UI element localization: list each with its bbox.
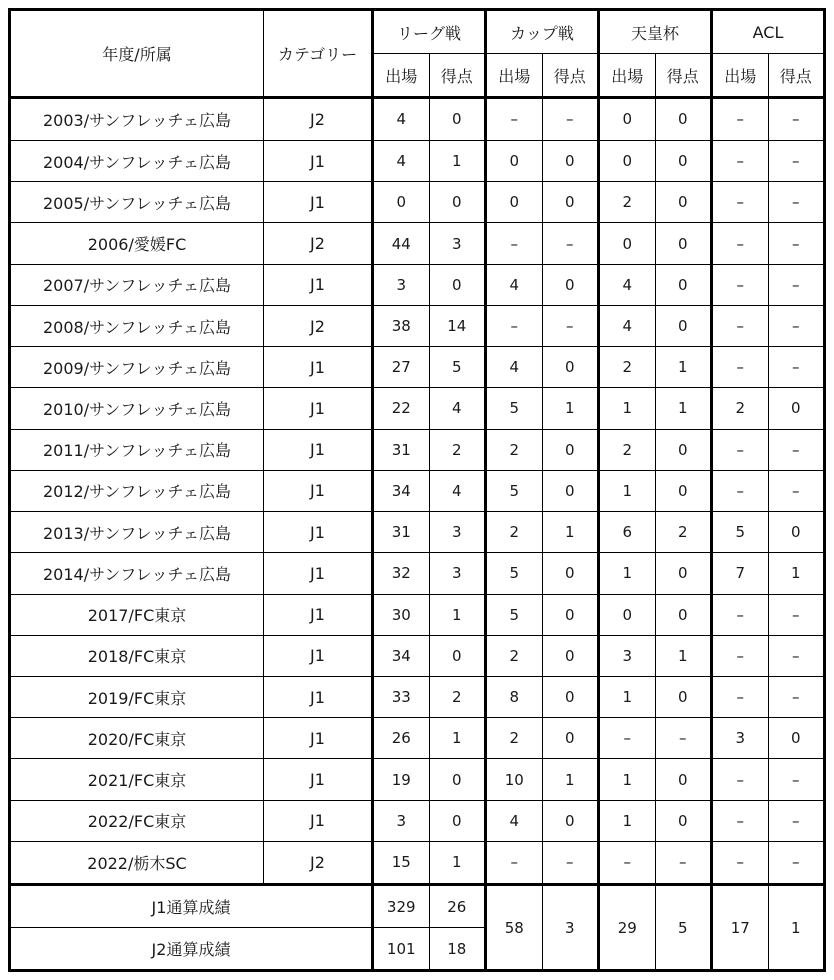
category-cell: J1 [264, 388, 373, 429]
stat-cell: 4 [429, 470, 486, 511]
stat-cell: – [768, 264, 825, 305]
totals-j1-league-goals: 26 [429, 885, 486, 928]
year-club-cell: 2003/サンフレッチェ広島 [10, 98, 264, 141]
stat-cell: 4 [486, 800, 543, 841]
stat-cell: 0 [429, 98, 486, 141]
category-cell: J2 [264, 841, 373, 884]
category-cell: J1 [264, 594, 373, 635]
stat-cell: – [768, 841, 825, 884]
stat-cell: – [768, 429, 825, 470]
totals-row-j1 [10, 885, 825, 928]
stat-cell: 31 [373, 512, 430, 553]
header-row-sections [10, 10, 825, 54]
career-stats-table [8, 8, 826, 972]
stat-cell: 27 [373, 347, 430, 388]
stat-cell: 5 [486, 553, 543, 594]
totals-emperors-appearances: 29 [599, 885, 656, 971]
stat-cell: 0 [542, 553, 599, 594]
subheader-cup-appearances: 出場 [486, 54, 543, 98]
stat-cell: – [712, 347, 769, 388]
totals-cup-goals: 3 [542, 885, 599, 971]
category-cell: J1 [264, 512, 373, 553]
stat-cell: 1 [768, 553, 825, 594]
stat-cell: 3 [712, 718, 769, 759]
stat-cell: 1 [655, 388, 712, 429]
stat-cell: 4 [486, 264, 543, 305]
table-row [10, 512, 825, 553]
stat-cell: 0 [655, 98, 712, 141]
stats-table-body [10, 98, 825, 885]
stat-cell: 8 [486, 677, 543, 718]
stat-cell: 0 [655, 677, 712, 718]
stat-cell: 2 [429, 429, 486, 470]
stat-cell: 0 [768, 512, 825, 553]
totals-j1-league-appearances: 329 [373, 885, 430, 928]
stat-cell: – [712, 594, 769, 635]
stat-cell: 34 [373, 470, 430, 511]
stat-cell: – [712, 140, 769, 181]
stat-cell: 0 [768, 388, 825, 429]
table-row [10, 429, 825, 470]
stat-cell: – [542, 223, 599, 264]
stat-cell: 1 [599, 388, 656, 429]
stat-cell: – [768, 347, 825, 388]
stat-cell: – [768, 759, 825, 800]
stat-cell: 31 [373, 429, 430, 470]
stat-cell: – [712, 800, 769, 841]
stat-cell: 2 [429, 677, 486, 718]
year-club-cell: 2020/FC東京 [10, 718, 264, 759]
stat-cell: – [486, 841, 543, 884]
stat-cell: 1 [429, 841, 486, 884]
stat-cell: 1 [429, 140, 486, 181]
category-cell: J1 [264, 470, 373, 511]
stat-cell: 5 [429, 347, 486, 388]
stat-cell: – [768, 594, 825, 635]
stat-cell: 3 [429, 223, 486, 264]
stat-cell: – [768, 140, 825, 181]
stat-cell: 1 [542, 512, 599, 553]
subheader-emperors-goals: 得点 [655, 54, 712, 98]
subheader-league-appearances: 出場 [373, 54, 430, 98]
category-cell: J1 [264, 140, 373, 181]
stat-cell: 0 [542, 347, 599, 388]
stat-cell: – [712, 264, 769, 305]
stat-cell: 0 [599, 594, 656, 635]
year-club-cell: 2022/栃木SC [10, 841, 264, 884]
totals-j2-league-appearances: 101 [373, 928, 430, 971]
stat-cell: 34 [373, 635, 430, 676]
category-cell: J1 [264, 429, 373, 470]
table-row [10, 223, 825, 264]
stat-cell: 4 [599, 264, 656, 305]
stat-cell: 0 [655, 140, 712, 181]
stat-cell: 32 [373, 553, 430, 594]
stat-cell: 0 [486, 182, 543, 223]
stat-cell: 0 [542, 800, 599, 841]
stat-cell: 1 [655, 635, 712, 676]
stat-cell: 1 [429, 718, 486, 759]
stat-cell: – [655, 718, 712, 759]
stat-cell: – [712, 98, 769, 141]
stat-cell: 0 [655, 223, 712, 264]
subheader-league-goals: 得点 [429, 54, 486, 98]
stat-cell: 3 [373, 800, 430, 841]
stat-cell: 2 [599, 429, 656, 470]
table-row [10, 347, 825, 388]
stat-cell: 0 [599, 223, 656, 264]
stat-cell: 0 [655, 470, 712, 511]
stat-cell: 22 [373, 388, 430, 429]
table-row [10, 800, 825, 841]
category-cell: J2 [264, 98, 373, 141]
table-row [10, 140, 825, 181]
stat-cell: 2 [486, 635, 543, 676]
stat-cell: 15 [373, 841, 430, 884]
table-row [10, 553, 825, 594]
stat-cell: – [599, 718, 656, 759]
year-club-cell: 2019/FC東京 [10, 677, 264, 718]
stat-cell: – [486, 223, 543, 264]
header-emperors-cup: 天皇杯 [599, 10, 712, 54]
stat-cell: 19 [373, 759, 430, 800]
stat-cell: 0 [486, 140, 543, 181]
stat-cell: 1 [429, 594, 486, 635]
year-club-cell: 2007/サンフレッチェ広島 [10, 264, 264, 305]
stat-cell: – [768, 223, 825, 264]
stat-cell: 0 [599, 140, 656, 181]
stat-cell: 5 [486, 388, 543, 429]
stat-cell: – [712, 470, 769, 511]
category-cell: J1 [264, 759, 373, 800]
stat-cell: 33 [373, 677, 430, 718]
totals-label-j2: J2通算成績 [10, 928, 373, 971]
stat-cell: – [712, 223, 769, 264]
category-cell: J1 [264, 264, 373, 305]
stat-cell: – [768, 635, 825, 676]
stat-cell: – [712, 182, 769, 223]
stat-cell: 0 [655, 429, 712, 470]
year-club-cell: 2021/FC東京 [10, 759, 264, 800]
table-row [10, 759, 825, 800]
table-row [10, 470, 825, 511]
stat-cell: – [768, 182, 825, 223]
category-cell: J2 [264, 305, 373, 346]
stat-cell: 1 [599, 800, 656, 841]
stat-cell: 0 [542, 470, 599, 511]
table-row [10, 98, 825, 141]
stat-cell: 2 [599, 182, 656, 223]
stat-cell: – [768, 800, 825, 841]
category-cell: J1 [264, 553, 373, 594]
stat-cell: 0 [429, 264, 486, 305]
stat-cell: 0 [542, 594, 599, 635]
stat-cell: 4 [373, 98, 430, 141]
stat-cell: 10 [486, 759, 543, 800]
table-row [10, 677, 825, 718]
stat-cell: 0 [542, 429, 599, 470]
stat-cell: – [712, 677, 769, 718]
totals-emperors-goals: 5 [655, 885, 712, 971]
stat-cell: 6 [599, 512, 656, 553]
stat-cell: 0 [655, 264, 712, 305]
stat-cell: – [712, 759, 769, 800]
stat-cell: 44 [373, 223, 430, 264]
stat-cell: – [542, 305, 599, 346]
stat-cell: 5 [712, 512, 769, 553]
stat-cell: 5 [486, 594, 543, 635]
header-acl: ACL [712, 10, 825, 54]
stat-cell: 4 [599, 305, 656, 346]
stat-cell: 0 [542, 182, 599, 223]
year-club-cell: 2009/サンフレッチェ広島 [10, 347, 264, 388]
table-row [10, 841, 825, 884]
stat-cell: – [712, 429, 769, 470]
header-category: カテゴリー [264, 10, 373, 98]
year-club-cell: 2005/サンフレッチェ広島 [10, 182, 264, 223]
year-club-cell: 2004/サンフレッチェ広島 [10, 140, 264, 181]
stat-cell: 0 [655, 594, 712, 635]
stat-cell: – [599, 841, 656, 884]
stat-cell: – [712, 305, 769, 346]
stat-cell: 4 [486, 347, 543, 388]
stat-cell: 2 [712, 388, 769, 429]
stat-cell: 1 [599, 470, 656, 511]
stat-cell: – [768, 305, 825, 346]
year-club-cell: 2017/FC東京 [10, 594, 264, 635]
year-club-cell: 2013/サンフレッチェ広島 [10, 512, 264, 553]
subheader-cup-goals: 得点 [542, 54, 599, 98]
header-cup: カップ戦 [486, 10, 599, 54]
stat-cell: 30 [373, 594, 430, 635]
stat-cell: 0 [768, 718, 825, 759]
year-club-cell: 2010/サンフレッチェ広島 [10, 388, 264, 429]
stat-cell: 0 [655, 759, 712, 800]
category-cell: J1 [264, 677, 373, 718]
year-club-cell: 2011/サンフレッチェ広島 [10, 429, 264, 470]
stat-cell: 5 [486, 470, 543, 511]
totals-j2-league-goals: 18 [429, 928, 486, 971]
year-club-cell: 2008/サンフレッチェ広島 [10, 305, 264, 346]
year-club-cell: 2018/FC東京 [10, 635, 264, 676]
stat-cell: 0 [655, 305, 712, 346]
stat-cell: 0 [429, 635, 486, 676]
stat-cell: 3 [599, 635, 656, 676]
table-row [10, 635, 825, 676]
table-row [10, 594, 825, 635]
stat-cell: 3 [429, 512, 486, 553]
stat-cell: 0 [655, 800, 712, 841]
category-cell: J1 [264, 182, 373, 223]
stat-cell: – [768, 677, 825, 718]
stat-cell: 0 [655, 553, 712, 594]
totals-cup-appearances: 58 [486, 885, 543, 971]
subheader-acl-goals: 得点 [768, 54, 825, 98]
stat-cell: 0 [542, 677, 599, 718]
stat-cell: 2 [599, 347, 656, 388]
year-club-cell: 2022/FC東京 [10, 800, 264, 841]
stat-cell: 2 [486, 718, 543, 759]
stat-cell: 4 [373, 140, 430, 181]
stat-cell: – [712, 841, 769, 884]
stat-cell: – [486, 305, 543, 346]
category-cell: J2 [264, 223, 373, 264]
subheader-acl-appearances: 出場 [712, 54, 769, 98]
stat-cell: 0 [542, 635, 599, 676]
year-club-cell: 2006/愛媛FC [10, 223, 264, 264]
category-cell: J1 [264, 718, 373, 759]
year-club-cell: 2012/サンフレッチェ広島 [10, 470, 264, 511]
stat-cell: 1 [542, 759, 599, 800]
stat-cell: – [655, 841, 712, 884]
stat-cell: 0 [542, 140, 599, 181]
stat-cell: 7 [712, 553, 769, 594]
category-cell: J1 [264, 347, 373, 388]
stat-cell: 1 [599, 553, 656, 594]
totals-acl-appearances: 17 [712, 885, 769, 971]
table-row [10, 182, 825, 223]
stat-cell: 2 [486, 429, 543, 470]
stat-cell: 0 [655, 182, 712, 223]
stat-cell: 1 [542, 388, 599, 429]
stat-cell: 38 [373, 305, 430, 346]
category-cell: J1 [264, 800, 373, 841]
year-club-cell: 2014/サンフレッチェ広島 [10, 553, 264, 594]
stat-cell: 14 [429, 305, 486, 346]
totals-acl-goals: 1 [768, 885, 825, 971]
header-year-club: 年度/所属 [10, 10, 264, 98]
stat-cell: 1 [599, 677, 656, 718]
stat-cell: – [486, 98, 543, 141]
table-row [10, 264, 825, 305]
table-row [10, 388, 825, 429]
stat-cell: 3 [429, 553, 486, 594]
stat-cell: – [712, 635, 769, 676]
stat-cell: 3 [373, 264, 430, 305]
stat-cell: 0 [599, 98, 656, 141]
stat-cell: – [768, 470, 825, 511]
stat-cell: 4 [429, 388, 486, 429]
table-row [10, 305, 825, 346]
subheader-emperors-appearances: 出場 [599, 54, 656, 98]
stat-cell: – [542, 98, 599, 141]
stat-cell: 2 [486, 512, 543, 553]
stat-cell: 1 [599, 759, 656, 800]
stat-cell: 26 [373, 718, 430, 759]
stat-cell: – [542, 841, 599, 884]
stat-cell: 0 [373, 182, 430, 223]
stat-cell: 0 [542, 264, 599, 305]
stat-cell: 2 [655, 512, 712, 553]
stat-cell: 1 [655, 347, 712, 388]
stat-cell: 0 [429, 800, 486, 841]
header-league: リーグ戦 [373, 10, 486, 54]
stat-cell: – [768, 98, 825, 141]
table-row [10, 718, 825, 759]
category-cell: J1 [264, 635, 373, 676]
stat-cell: 0 [429, 182, 486, 223]
stat-cell: 0 [429, 759, 486, 800]
totals-label-j1: J1通算成績 [10, 885, 373, 928]
stat-cell: 0 [542, 718, 599, 759]
